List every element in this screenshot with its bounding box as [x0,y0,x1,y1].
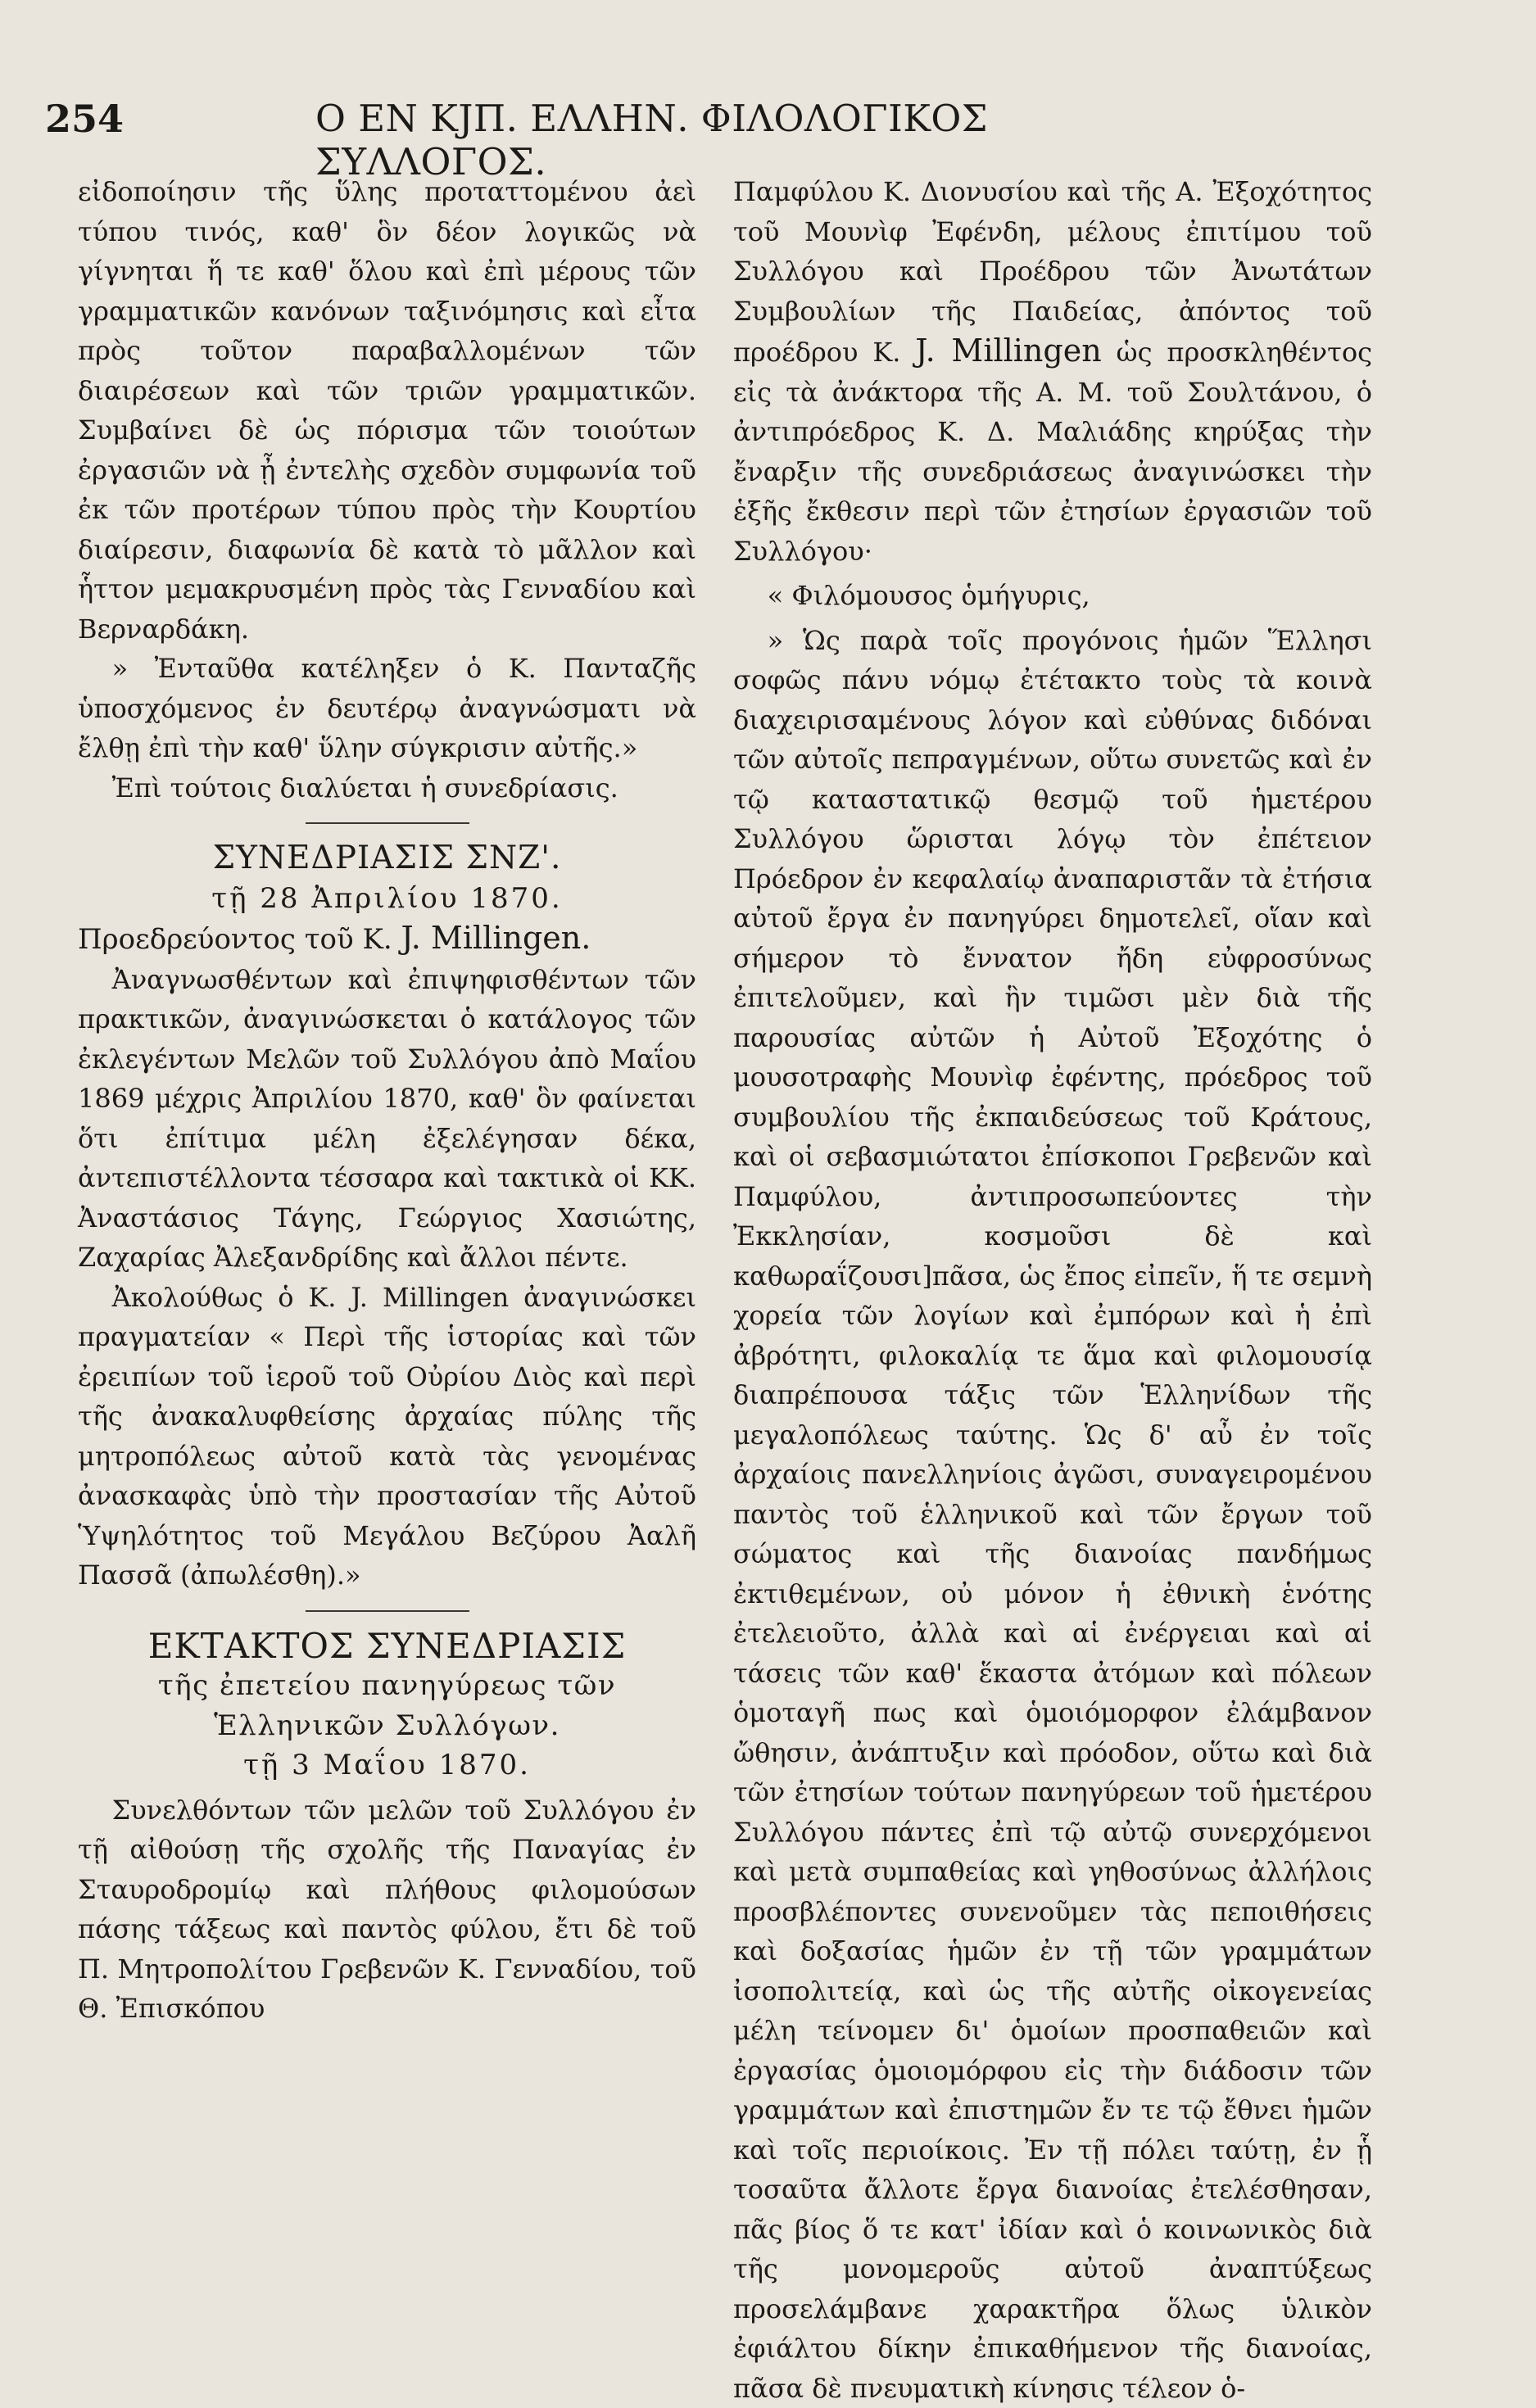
text-run: Παμφύλου Κ. Διονυσίου καὶ τῆς Α. Ἐξοχότητος τοῦ Μουνὶφ Ἐφένδη, μέλους ἐπιτίμου τοῦ Συλλόγου καὶ Προέδρου τῶν Ἀνωτάτων Συμβουλίων τῆς Παιδείας, ἀπόντος τοῦ προέδρου Κ. [733,176,1372,368]
page-header [45,97,1135,162]
paragraph: » Ἐνταῦθα κατέληξεν ὁ Κ. Πανταζῆς ὑποσχόμενος ἐν δευτέρῳ ἀναγνώσματι νὰ ἔλθῃ ἐπὶ τὴν καθ' ὕλην σύγκρισιν αὐτῆς.» [78,649,696,768]
extraordinary-session-date: τῇ 3 Μαΐου 1870. [78,1745,696,1786]
paragraph [733,172,1372,571]
divider [306,1610,469,1612]
text-run: ὡς προσκληθέντος εἰς τὰ ἀνάκτορα τῆς Α. Μ. τοῦ Σουλτάνου, ὁ ἀντιπρόεδρος Κ. Δ. Μαλιάδης κηρύξας τὴν ἔναρξιν τῆς συνεδριάσεως ἀναγινώσκει τὴν ἑξῆς ἔκθεσιν περὶ τῶν ἐτησίων ἐργασιῶν τοῦ Συλλόγου· [733,337,1372,567]
paragraph: εἰδοποίησιν τῆς ὕλης προταττομένου ἀεὶ τύπου τινός, καθ' ὃν δέον λογικῶς νὰ γίγνηται ἥ τε καθ' ὅλου καὶ ἐπὶ μέρους τῶν γραμματικῶν κανόνων ταξινόμησις καὶ εἶτα πρὸς τοῦτον παραβαλλομένων τῶν διαιρέσεων καὶ τῶν τριῶν γραμματικῶν. Συμβαίνει δὲ ὡς πόρισμα τῶν τοιούτων ἐργασιῶν νὰ ᾖ ἐντελὴς σχεδὸν συμφωνία τοῦ ἐκ τῶν προτέρων τύπου πρὸς τὴν Κουρτίου διαίρεσιν, διαφωνία δὲ κατὰ τὸ μᾶλλον καὶ ἧττον μεμακρυσμένη πρὸς τὰς Γενναδίου καὶ Βερναρδάκη. [78,172,696,649]
paragraph: Ἐπὶ τούτοις διαλύεται ἡ συνεδρίασις. [78,768,696,808]
extraordinary-session-subtitle: τῆς ἐπετείου πανηγύρεως τῶν [78,1666,696,1706]
paragraph: Συνελθόντων τῶν μελῶν τοῦ Συλλόγου ἐν τῇ αἰθούσῃ τῆς σχολῆς τῆς Παναγίας ἐν Σταυροδρομίῳ καὶ πλήθους φιλομούσων πάσης τάξεως καὶ παντὸς φύλου, ἔτι δὲ τοῦ Π. Μητροπολίτου Γρεβενῶν Κ. Γενναδίου, τοῦ Θ. Ἐπισκόπου [78,1790,696,2029]
name-millingen: J. Millingen [915,333,1101,369]
right-column [733,172,1372,2408]
left-column [78,172,696,2029]
session-heading: ΣΥΝΕΔΡΙΑΣΙΣ ΣΝΖ'. [78,839,696,879]
paragraph: » Ὡς παρὰ τοῖς προγόνοις ἡμῶν Ἕλλησι σοφῶς πάνυ νόμῳ ἐτέτακτο τοὺς τὰ κοινὰ διαχειρισαμένους λόγον καὶ εὐθύνας διδόναι τῶν αὐτοῖς πεπραγμένων, οὕτω συνετῶς καὶ ἐν τῷ καταστατικῷ θεσμῷ τοῦ ἡμετέρου Συλλόγου ὥρισται λόγῳ τὸν ἐπέτειον Πρόεδρον ἐν κεφαλαίῳ ἀναπαριστᾶν τὰ ἐτήσια αὐτοῦ ἔργα ἐν πανηγύρει δημοτελεῖ, οἵαν καὶ σήμερον τὸ ἔννατον ἤδη εὐφροσύνως ἐπιτελοῦμεν, καὶ ἣν τιμῶσι μὲν διὰ τῆς παρουσίας αὐτῶν ἡ Αὐτοῦ Ἐξοχότης ὁ μουσοτραφὴς Μουνὶφ ἐφέντης, πρόεδρος τοῦ συμβουλίου τῆς ἐκπαιδεύσεως τοῦ Κράτους, καὶ οἱ σεβασμιώτατοι ἐπίσκοποι Γρεβενῶν καὶ Παμφύλου, ἀντιπροσωπεύοντες τὴν Ἐκκλησίαν, κοσμοῦσι δὲ καὶ καθωραΐζουσι]πᾶσα, ὡς ἔπος εἰπεῖν, ἥ τε σεμνὴ χορεία τῶν λογίων καὶ ἐμπόρων καὶ ἡ ἐπὶ ἀβρότητι, φιλοκαλίᾳ τε ἅμα καὶ φιλομουσίᾳ διαπρέπουσα τάξις τῶν Ἑλληνίδων τῆς μεγαλοπόλεως ταύτης. Ὡς δ' αὖ ἐν τοῖς ἀρχαίοις πανελληνίοις ἀγῶσι, συναγειρομένου παντὸς τοῦ ἑλληνικοῦ καὶ τῶν ἔργων τοῦ σώματος καὶ τῆς διανοίας πανδήμως ἐκτιθεμένων, οὐ μόνον ἡ ἐθνικὴ ἑνότης ἐτελειοῦτο, ἀλλὰ καὶ αἱ ἐνέργειαι καὶ αἱ τάσεις τῶν καθ' ἕκαστα ἀτόμων καὶ πόλεων ὁμοταγῆ πως καὶ ὁμοιόμορφον ἐλάμβανον ὤθησιν, ἀνάπτυξιν καὶ πρόοδον, οὕτω καὶ διὰ τῶν ἐτησίων τούτων πανηγύρεων τοῦ ἡμετέρου Συλλόγου πάντες ἐπὶ τῷ αὐτῷ συνερχόμενοι καὶ μετὰ συμπαθείας καὶ γηθοσύνως ἀλλήλοις προσβλέποντες συνενοῦμεν τὰς πεποιθήσεις καὶ δοξασίας ἡμῶν ἐν τῇ τῶν γραμμάτων ἰσοπολιτείᾳ, καὶ ὡς τῆς αὐτῆς οἰκογενείας μέλη τείνομεν δι' ὁμοίων προσπαθειῶν καὶ ἐργασίας ὁμοιομόρφου εἰς τὴν διάδοσιν τῶν γραμμάτων καὶ ἐπιστημῶν ἔν τε τῷ ἔθνει ἡμῶν καὶ τοῖς περιοίκοις. Ἐν τῇ πόλει ταύτῃ, ἐν ᾗ τοσαῦτα ἄλλοτε ἔργα διανοίας ἐτελέσθησαν, πᾶς βίος ὅ τε κατ' ἰδίαν καὶ ὁ κοινωνικὸς διὰ τῆς μονομεροῦς αὐτοῦ ἀναπτύξεως προσελάμβανε χαρακτῆρα ὅλως ὑλικὸν ἐφιάλτου δίκην ἐπικαθήμενον τῆς διανοίας, πᾶσα δὲ πνευματικὴ κίνησις τέλεον ὁ- [733,621,1372,2408]
presiding-name: J. Millingen. [401,920,591,956]
session-date: τῇ 28 Ἀπριλίου 1870. [78,879,696,919]
paragraph: « Φιλόμουσος ὁμήγυρις, [733,576,1372,616]
presiding-label: Προεδρεύοντος τοῦ Κ. [78,923,392,956]
divider [306,822,469,824]
page-number: 254 [45,97,124,141]
extraordinary-session-subtitle: Ἑλληνικῶν Συλλόγων. [78,1706,696,1746]
paragraph: Ἀναγνωσθέντων καὶ ἐπιψηφισθέντων τῶν πρακτικῶν, ἀναγινώσκεται ὁ κατάλογος τῶν ἐκλεγέντων Μελῶν τοῦ Συλλόγου ἀπὸ Μαΐου 1869 μέχρις Ἀπριλίου 1870, καθ' ὃν φαίνεται ὅτι ἐπίτιμα μέλη ἐξελέγησαν δέκα, ἀντεπιστέλλοντα τέσσαρα καὶ τακτικὰ οἱ ΚΚ. Ἀναστάσιος Τάγης, Γεώργιος Χασιώτης, Ζαχαρίας Ἀλεξανδρίδης καὶ ἄλλοι πέντε. [78,960,696,1278]
paragraph: Ἀκολούθως ὁ Κ. J. Millingen ἀναγινώσκει πραγματείαν « Περὶ τῆς ἱστορίας καὶ τῶν ἐρειπίων τοῦ ἱεροῦ τοῦ Οὐρίου Διὸς καὶ περὶ τῆς ἀνακαλυφθείσης ἀρχαίας πύλης τῆς μητροπόλεως αὐτοῦ κατὰ τὰς γενομένας ἀνασκαφὰς ὑπὸ τὴν προστασίαν τῆς Αὐτοῦ Ὑψηλότητος τοῦ Μεγάλου Βεζύρου Ἀαλῆ Πασσᾶ (ἀπωλέσθη).» [78,1278,696,1596]
presiding-line [78,918,696,960]
running-title: Ο ΕΝ ΚJΠ. ΕΛΛΗΝ. ΦΙΛΟΛΟΓΙΚΟΣ ΣΥΛΛΟΓΟΣ. [315,97,1135,183]
extraordinary-session-heading: ΕΚΤΑΚΤΟΣ ΣΥΝΕΔΡΙΑΣΙΣ [78,1627,696,1667]
